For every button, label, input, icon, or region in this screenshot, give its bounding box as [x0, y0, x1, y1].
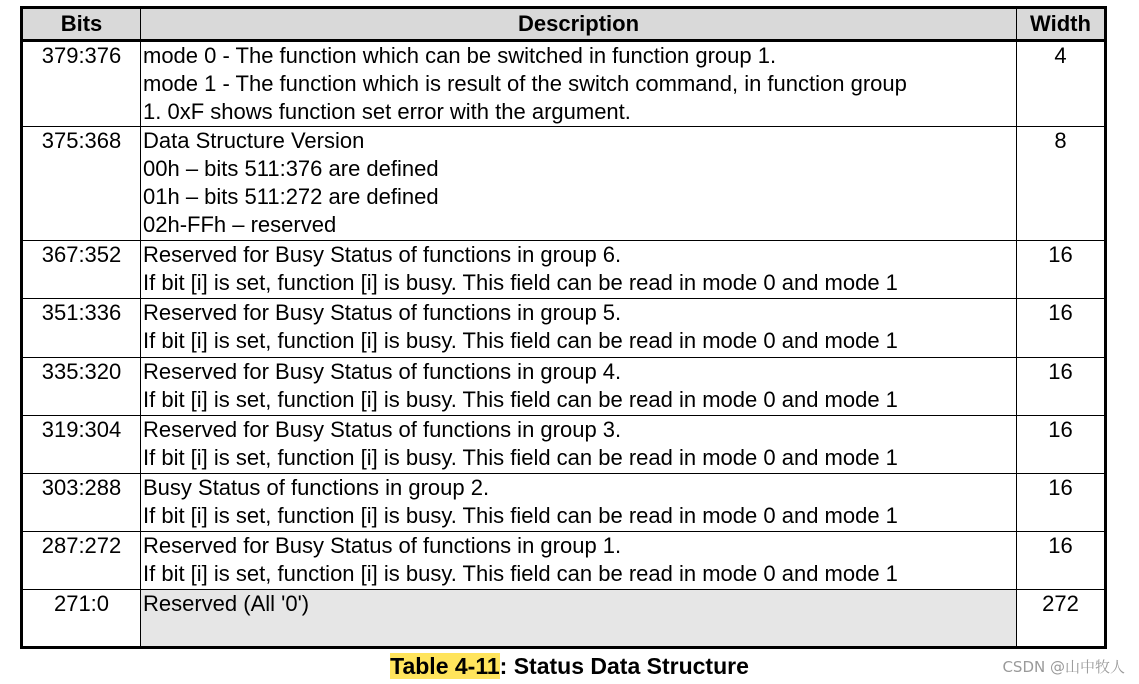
- caption-number: Table 4-11: [390, 653, 500, 679]
- cell-bits: 367:352: [22, 241, 141, 299]
- table-row: [22, 127, 1106, 241]
- description-line: If bit [i] is set, function [i] is busy. This field can be read in mode 0 and mode 1: [143, 328, 898, 353]
- table-row: [22, 474, 1106, 532]
- description-line: If bit [i] is set, function [i] is busy. This field can be read in mode 0 and mode 1: [143, 561, 898, 586]
- table-header-row: [22, 8, 1106, 41]
- cell-width: 16: [1017, 416, 1106, 474]
- cell-description: [141, 241, 1017, 299]
- cell-description: [141, 299, 1017, 358]
- table-row: [22, 241, 1106, 299]
- description-line: Reserved for Busy Status of functions in group 3.: [143, 417, 622, 442]
- description-line: Reserved for Busy Status of functions in group 1.: [143, 533, 622, 558]
- cell-width: 16: [1017, 532, 1106, 590]
- cell-width: 272: [1017, 590, 1106, 648]
- description-line: Reserved for Busy Status of functions in group 5.: [143, 300, 622, 325]
- cell-description: [141, 127, 1017, 241]
- cell-description: [141, 590, 1017, 648]
- cell-description: [141, 41, 1017, 127]
- description-line: 1. 0xF shows function set error with the argument.: [143, 99, 631, 124]
- description-line: If bit [i] is set, function [i] is busy. This field can be read in mode 0 and mode 1: [143, 503, 898, 528]
- table-caption: [0, 651, 1139, 681]
- description-line: If bit [i] is set, function [i] is busy. This field can be read in mode 0 and mode 1: [143, 445, 898, 470]
- description-line: Data Structure Version: [143, 128, 365, 153]
- cell-bits: 379:376: [22, 41, 141, 127]
- table-row: [22, 358, 1106, 416]
- description-line: Reserved (All '0'): [143, 591, 310, 616]
- caption-title: : Status Data Structure: [499, 653, 749, 679]
- cell-bits: 303:288: [22, 474, 141, 532]
- description-line: 00h – bits 511:376 are defined: [143, 156, 439, 181]
- cell-bits: 319:304: [22, 416, 141, 474]
- description-line: Busy Status of functions in group 2.: [143, 475, 490, 500]
- table-row: [22, 41, 1106, 127]
- watermark: CSDN @山中牧人: [1002, 658, 1125, 676]
- table-body: [22, 41, 1106, 648]
- table-row: [22, 299, 1106, 358]
- table-row: [22, 532, 1106, 590]
- cell-description: [141, 416, 1017, 474]
- cell-bits: 351:336: [22, 299, 141, 358]
- description-line: 01h – bits 511:272 are defined: [143, 184, 439, 209]
- cell-description: [141, 358, 1017, 416]
- description-line: If bit [i] is set, function [i] is busy. This field can be read in mode 0 and mode 1: [143, 387, 898, 412]
- cell-description: [141, 474, 1017, 532]
- description-line: 02h-FFh – reserved: [143, 212, 337, 237]
- header-bits: Bits: [22, 8, 141, 41]
- cell-width: 16: [1017, 358, 1106, 416]
- cell-width: 4: [1017, 41, 1106, 127]
- description-line: mode 0 - The function which can be switched in function group 1.: [143, 43, 777, 68]
- header-description: Description: [141, 8, 1017, 41]
- cell-bits: 335:320: [22, 358, 141, 416]
- cell-width: 16: [1017, 474, 1106, 532]
- cell-bits: 271:0: [22, 590, 141, 648]
- cell-width: 16: [1017, 299, 1106, 358]
- cell-bits: 287:272: [22, 532, 141, 590]
- cell-width: 8: [1017, 127, 1106, 241]
- description-line: Reserved for Busy Status of functions in group 4.: [143, 359, 622, 384]
- table-row: [22, 590, 1106, 648]
- header-width: Width: [1017, 8, 1106, 41]
- cell-bits: 375:368: [22, 127, 141, 241]
- table-row: [22, 416, 1106, 474]
- status-data-structure-table: [20, 6, 1107, 649]
- cell-width: 16: [1017, 241, 1106, 299]
- description-line: mode 1 - The function which is result of the switch command, in function group: [143, 71, 907, 96]
- cell-description: [141, 532, 1017, 590]
- description-line: If bit [i] is set, function [i] is busy. This field can be read in mode 0 and mode 1: [143, 270, 898, 295]
- description-line: Reserved for Busy Status of functions in group 6.: [143, 242, 622, 267]
